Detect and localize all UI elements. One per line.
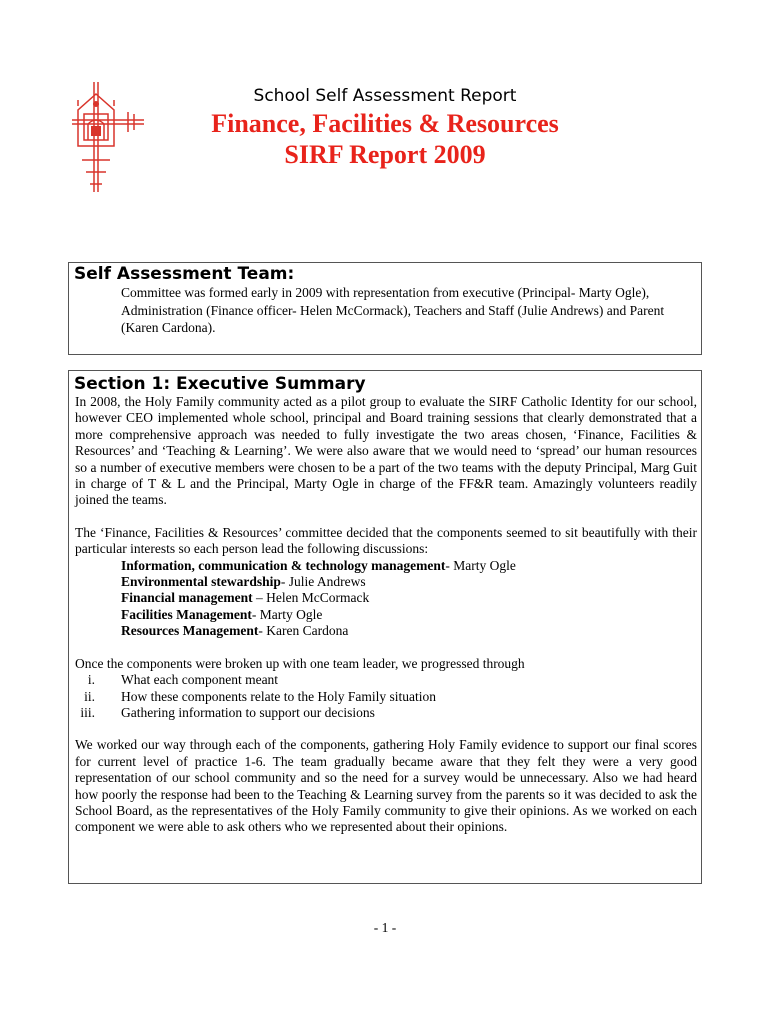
component-lead: – Helen McCormack: [252, 590, 370, 606]
component-name: Information, communication & technology management: [121, 557, 446, 573]
cross-church-logo-icon: [68, 80, 148, 195]
component-item: [121, 590, 697, 606]
component-item: [121, 574, 697, 590]
step-number: ii.: [84, 688, 95, 704]
report-subtitle: SIRF Report 2009: [284, 140, 486, 169]
step-text: What each component meant: [121, 672, 279, 688]
component-list: [75, 558, 697, 640]
component-lead: - Marty Ogle: [445, 557, 516, 573]
summary-paragraph-3: Once the components were broken up with one team leader, we progressed through: [75, 655, 525, 671]
step-text: Gathering information to support our decisions: [121, 704, 375, 720]
executive-summary-box: [68, 370, 702, 884]
component-name: Facilities Management: [121, 606, 252, 622]
list-item: [75, 705, 697, 721]
component-name: Resources Management: [121, 623, 259, 639]
component-lead: - Marty Ogle: [251, 606, 323, 622]
component-item: [121, 623, 697, 639]
list-item: [75, 672, 697, 688]
summary-heading: Section 1: Executive Summary: [74, 374, 366, 394]
page-number: - 1 -: [373, 920, 397, 935]
team-heading: Self Assessment Team:: [74, 264, 295, 284]
step-number: iii.: [80, 704, 95, 720]
component-lead: - Julie Andrews: [280, 574, 366, 590]
summary-paragraph-2: The ‘Finance, Facilities & Resources’ committee decided that the components seemed to sit beautifully with their particular interests so each person lead the following discussions:: [75, 524, 697, 557]
step-text: How these components relate to the Holy Family situation: [121, 688, 436, 704]
component-name: Environmental stewardship: [121, 574, 281, 590]
list-item: [75, 689, 697, 705]
summary-content: [75, 394, 697, 836]
team-description: Committee was formed early in 2009 with representation from executive (Principal- Marty Ogle), Administration (Finance officer- Helen McCormack), Teachers and Staff (Julie Andrews) and Parent (Karen Cardona).: [121, 285, 665, 335]
report-kicker: School Self Assessment Report: [253, 86, 517, 106]
component-lead: - Karen Cardona: [258, 623, 349, 639]
team-box: [68, 262, 702, 355]
summary-paragraph-1: In 2008, the Holy Family community acted as a pilot group to evaluate the SIRF Catholic Identity for our school, however CEO implemented whole school, principal and Board training sessions that clearly demonstrated that a more comprehensive approach was needed to fully investigate the two areas chosen, ‘Finance, Facilities & Resources’ and ‘Teaching & Learning’. We were also aware that we would need to ‘spread’ our human resources so a number of executive members were chosen to be a part of the two teams with the deputy Principal, Marg Guit in charge of T & L and the Principal, Marty Ogle in charge of the FF&R team. Amazingly volunteers readily joined the teams.: [75, 394, 697, 508]
component-item: [121, 607, 697, 623]
report-title: Finance, Facilities & Resources: [211, 109, 559, 138]
step-list: [75, 672, 697, 721]
summary-paragraph-4: We worked our way through each of the components, gathering Holy Family evidence to support our final scores for current level of practice 1-6. The team gradually became aware that they felt they were a very good representation of our school community and so the need for a survey would be unnecessary. Also we had heard how poorly the response had been to the Teaching & Learning survey from the parents so it was decided to ask the School Board, as the representatives of the Holy Family community to give their opinions. As we worked on each component we were able to ask others who we represented about their opinions.: [75, 737, 697, 835]
step-number: i.: [87, 672, 95, 688]
component-item: [121, 558, 697, 574]
component-name: Financial management: [121, 590, 253, 606]
